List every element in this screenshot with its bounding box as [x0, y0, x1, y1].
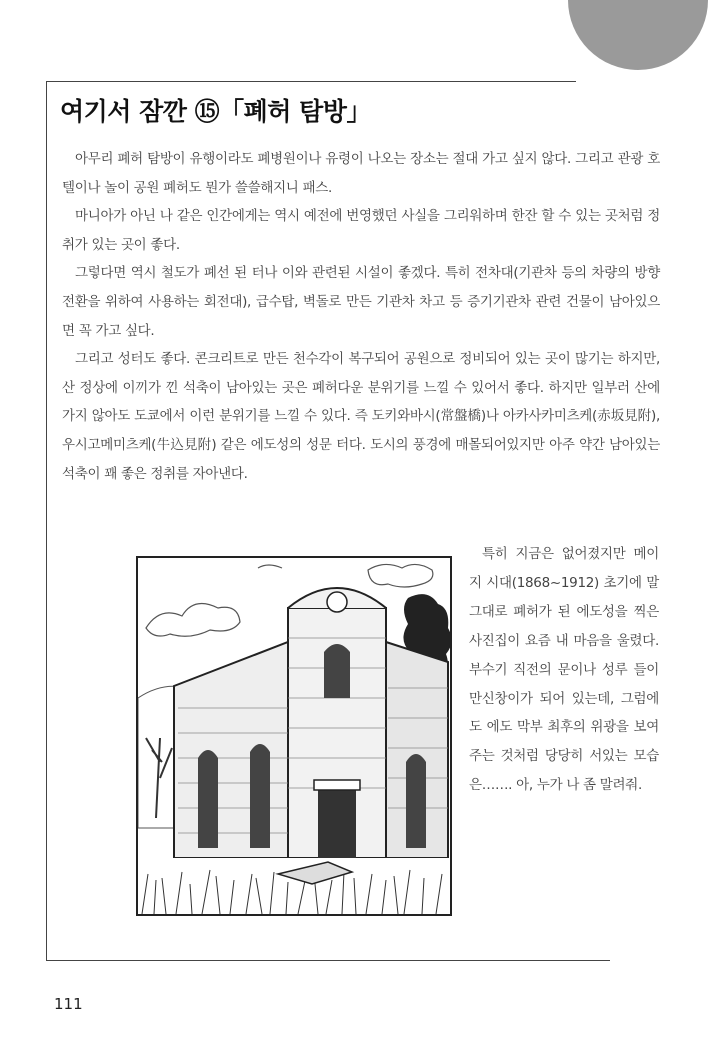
frame-top-rule	[46, 81, 576, 82]
paragraph: 그리고 성터도 좋다. 콘크리트로 만든 천수각이 복구되어 공원으로 정비되어 있는 곳이 많기는 하지만, 산 정상에 이끼가 낀 석축이 남아있는 곳은 폐허다운 분위기를 느낄 수 있어서 좋다. 하지만 일부러 산에 가지 않아도 도쿄에서 이런 분위기를 느낄 수 있다. 즉 도키와바시(常盤橋)나 아카사카미츠케(赤坂見附), 우시고메미츠케(牛込見附) 같은 에도성의 성문 터다. 도시의 풍경에 매몰되어있지만 아주 약간 남아있는 석축이 꽤 좋은 정취를 자아낸다.	[62, 351, 660, 482]
side-text	[469, 540, 659, 800]
ruined-brick-building-icon	[138, 558, 450, 914]
column-title: 여기서 잠깐 ⑮「폐허 탐방」	[60, 97, 371, 126]
ruined-building-illustration	[136, 556, 452, 916]
frame-left-rule	[46, 81, 47, 961]
frame-bottom-rule	[46, 960, 610, 961]
corner-decoration-circle	[568, 0, 708, 70]
body-text	[62, 145, 660, 488]
paragraph: 아무리 폐허 탐방이 유행이라도 폐병원이나 유령이 나오는 장소는 절대 가고 싶지 않다. 그리고 관광 호텔이나 놀이 공원 폐허도 뭔가 쓸쓸해지니 패스.	[62, 151, 660, 196]
side-paragraph: 특히 지금은 없어졌지만 메이지 시대(1868~1912) 초기에 말 그대로 폐허가 된 에도성을 찍은 사진집이 요즘 내 마음을 울렸다. 부수기 직전의 문이나 성루 들이 만신창이가 되어 있는데, 그럼에도 에도 막부 최후의 위광을 보여주는 것처럼 당당히 서있는 모습은……. 아, 누가 나 좀 말려줘.	[469, 546, 659, 794]
page-number: 111	[54, 995, 83, 1013]
paragraph: 마니아가 아닌 나 같은 인간에게는 역시 예전에 번영했던 사실을 그리워하며 한잔 할 수 있는 곳처럼 정취가 있는 곳이 좋다.	[62, 208, 660, 253]
paragraph: 그렇다면 역시 철도가 폐선 된 터나 이와 관련된 시설이 좋겠다. 특히 전차대(기관차 등의 차량의 방향전환을 위하여 사용하는 회전대), 급수탑, 벽돌로 만든 기관차 차고 등 증기기관차 관련 건물이 남아있으면 꼭 가고 싶다.	[62, 265, 660, 339]
